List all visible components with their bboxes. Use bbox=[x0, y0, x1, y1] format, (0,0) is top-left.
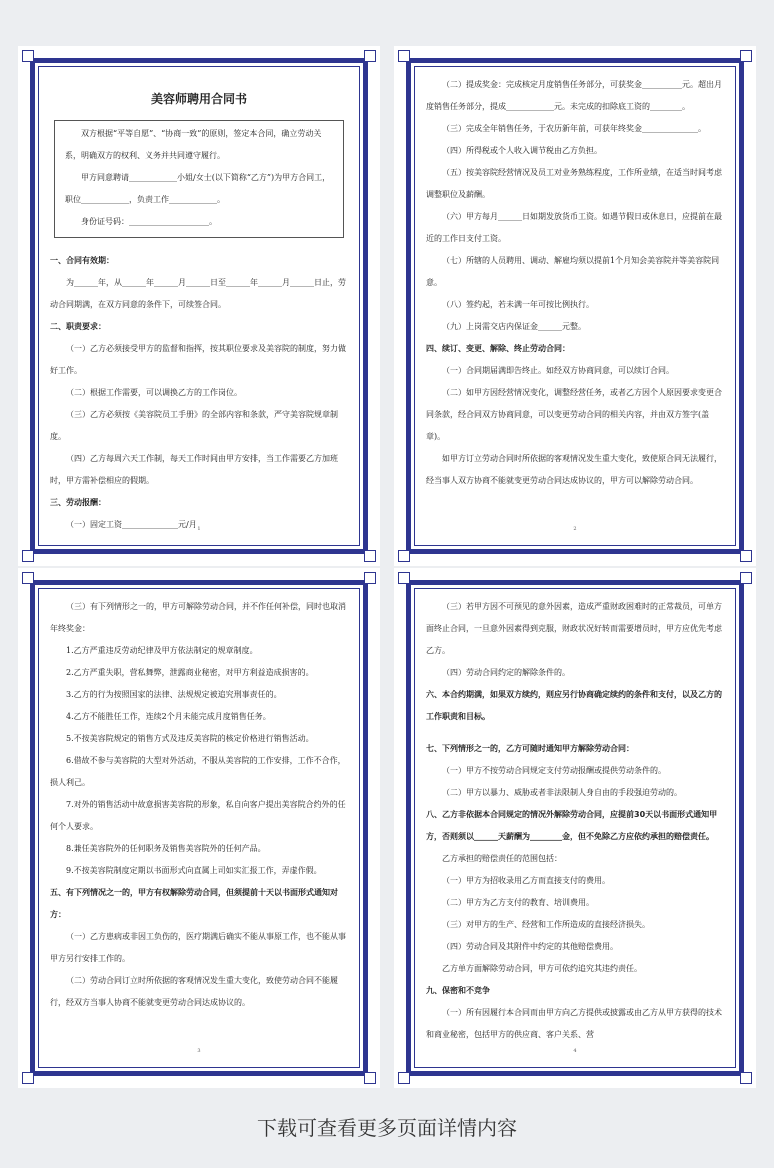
clause-paragraph: 乙方单方面解除劳动合同，甲方可依约追究其违约责任。 bbox=[442, 964, 642, 973]
page-text bbox=[426, 74, 724, 492]
clause-paragraph: 乙方承担的赔偿责任的范围包括： bbox=[442, 854, 562, 863]
border-corner bbox=[364, 50, 376, 62]
clause-paragraph: （一）乙方患病或非因工负伤的，医疗期满后确实不能从事原工作，也不能从事甲方另行安排工作的。 bbox=[50, 932, 346, 963]
border-corner bbox=[22, 1072, 34, 1084]
border-corner bbox=[398, 550, 410, 562]
clause-paragraph: 为______年，从______年______月______日至______年______月______日止，劳动合同期满，在双方同意的条件下，可续签合同。 bbox=[50, 278, 346, 309]
page-number: 3 bbox=[197, 1048, 201, 1054]
page-text bbox=[50, 596, 348, 1014]
page-text bbox=[50, 250, 348, 536]
border-corner bbox=[740, 1072, 752, 1084]
clause-paragraph: 6.借故不参与美容院的大型对外活动，不服从美容院的工作安排，工作不合作，损人利己。 bbox=[50, 756, 346, 787]
clause-paragraph: （四）劳动合同约定的解除条件的。 bbox=[442, 668, 570, 677]
clause-paragraph: （一）所有因履行本合同而由甲方向乙方提供或披露或由乙方从甲方获得的技术和商业秘密，包括甲方的供应商、客户关系、营 bbox=[426, 1008, 722, 1039]
clause-paragraph: （二）劳动合同订立时所依据的客观情况发生重大变化，致使劳动合同不能履行，经双方当事人协商不能就变更劳动合同达成协议的。 bbox=[50, 976, 338, 1007]
section-heading: 一、合同有效期： bbox=[50, 256, 114, 265]
border-corner bbox=[398, 50, 410, 62]
section-heading: 二、职责要求： bbox=[50, 322, 106, 331]
border-corner bbox=[364, 1072, 376, 1084]
clause-paragraph: （三）有下列情形之一的，甲方可解除劳动合同，并不作任何补偿，同时也取消年终奖金： bbox=[50, 602, 346, 633]
section-heading: 五、有下列情况之一的，甲方有权解除劳动合同，但须提前十天以书面形式通知对方： bbox=[50, 888, 338, 919]
clause-paragraph: （四）乙方每周六天工作制，每天工作时间由甲方安排，当工作需要乙方加班时，甲方需补偿相应的假期。 bbox=[50, 454, 338, 485]
clause-paragraph: （五）按美容院经营情况及员工对业务熟练程度，工作所业绩，在适当时间考虑调整职位及薪酬。 bbox=[426, 168, 722, 199]
border-corner bbox=[22, 550, 34, 562]
clause-paragraph: （二）如甲方因经营情况变化，调整经营任务，或者乙方因个人原因要求变更合同条款，经合同双方协商同意，可以变更劳动合同的相关内容，并由双方签字(盖章)。 bbox=[426, 388, 722, 441]
clause-paragraph: （二）根据工作需要，可以调换乙方的工作岗位。 bbox=[66, 388, 242, 397]
contract-page-1 bbox=[18, 46, 380, 566]
border-corner bbox=[740, 550, 752, 562]
clause-paragraph: （一）固定工资______________元/月 bbox=[66, 520, 197, 529]
contract-page-2 bbox=[394, 46, 756, 566]
page-number: 4 bbox=[573, 1048, 577, 1054]
section-heading: 九、保密和不竞争 bbox=[426, 986, 490, 995]
page-number: 1 bbox=[197, 526, 201, 532]
clause-paragraph: （一）乙方必须接受甲方的监督和指挥，按其职位要求及美容院的制度，努力做好工作。 bbox=[50, 344, 346, 375]
intro-paragraph: 双方根据“平等自愿”、“协商一致”的原则，签定本合同，确立劳动关系，明确双方的权利、义务并共同遵守履行。 bbox=[65, 129, 322, 160]
clause-paragraph: 7.对外的销售活动中故意损害美容院的形象，私自向客户提出美容院合约外的任何个人要求。 bbox=[50, 800, 346, 831]
clause-paragraph: 5.不按美容院规定的销售方式及违反美容院的核定价格进行销售活动。 bbox=[66, 734, 314, 743]
section-heading: 六、本合约期满，如果双方续约，则应另行协商确定续约的条件和支付，以及乙方的工作职责和目标。 bbox=[426, 690, 722, 721]
clause-paragraph: （四）所得税或个人收入调节税由乙方负担。 bbox=[442, 146, 602, 155]
section-heading: 三、劳动报酬： bbox=[50, 498, 106, 507]
section-heading: 四、续订、变更、解除、终止劳动合同： bbox=[426, 344, 570, 353]
contract-title: 美容师聘用合同书 bbox=[150, 92, 247, 106]
clause-paragraph: 9.不按美容院制度定期以书面形式向直属上司如实汇报工作，弄虚作假。 bbox=[66, 866, 322, 875]
section-heading: 八、乙方非依据本合同规定的情况外解除劳动合同，应提前30天以书面形式通知甲方，否则须以______天薪酬为________金，但不免除乙方应依约承担的赔偿责任。 bbox=[426, 810, 718, 841]
border-corner bbox=[398, 1072, 410, 1084]
clause-paragraph: （四）劳动合同及其附件中约定的其他赔偿费用。 bbox=[442, 942, 618, 951]
clause-paragraph: （一）甲方不按劳动合同规定支付劳动报酬或提供劳动条件的。 bbox=[442, 766, 666, 775]
clause-paragraph: （九）上岗需交店内保证金______元整。 bbox=[442, 322, 586, 331]
border-corner bbox=[740, 50, 752, 62]
download-more-link[interactable]: 下载可查看更多页面详情内容 bbox=[257, 1116, 517, 1140]
page-text bbox=[426, 596, 724, 1046]
clause-paragraph: （三）乙方必须按《美容院员工手册》的全部内容和条款，严守美容院规章制度。 bbox=[50, 410, 338, 441]
border-corner bbox=[22, 50, 34, 62]
clause-paragraph: （七）所辖的人员聘用、调动、解雇均须以提前1个月知会美容院并等美容院同意。 bbox=[426, 256, 720, 287]
clause-paragraph: （八）签约起，若未满一年可按比例执行。 bbox=[442, 300, 594, 309]
clause-paragraph: 8.兼任美容院外的任何职务及销售美容院外的任何产品。 bbox=[66, 844, 266, 853]
page-number: 2 bbox=[573, 526, 577, 532]
intro-paragraph: 甲方同意聘请____________小姐/女士(以下简称“乙方”)为甲方合同工，职位____________，负责工作____________。 bbox=[65, 173, 331, 204]
clause-paragraph: 3.乙方的行为按照国家的法律、法规规定被追究刑事责任的。 bbox=[66, 690, 282, 699]
clause-paragraph: （三）完成全年销售任务，于农历新年前，可获年终奖金______________。 bbox=[442, 124, 706, 133]
contract-page-4 bbox=[394, 568, 756, 1088]
border-corner bbox=[740, 572, 752, 584]
clause-paragraph: （三）若甲方因不可预见的意外因素，造成严重财政困难时的正常裁员，可单方面终止合同，一旦意外因素得到克服，财政状况好转而需要增员时，甲方应优先考虑乙方。 bbox=[426, 602, 722, 655]
intro-paragraph: 身份证号码：____________________。 bbox=[81, 217, 217, 226]
border-corner bbox=[364, 550, 376, 562]
clause-paragraph: 4.乙方不能胜任工作，连续2个月未能完成月度销售任务。 bbox=[66, 712, 271, 721]
section-heading: 七、下列情形之一的，乙方可随时通知甲方解除劳动合同： bbox=[426, 744, 634, 753]
contract-page-3 bbox=[18, 568, 380, 1088]
clause-paragraph: （六）甲方每月______日如期发放货币工资。如遇节假日或休息日，应提前在最近的工作日支付工资。 bbox=[426, 212, 722, 243]
clause-paragraph: 如甲方订立劳动合同时所依据的客观情况发生重大变化，致使原合同无法履行，经当事人双方协商不能就变更劳动合同达成协议的，甲方可以解除劳动合同。 bbox=[426, 454, 722, 485]
border-corner bbox=[22, 572, 34, 584]
spacer bbox=[426, 728, 724, 738]
border-corner bbox=[398, 572, 410, 584]
clause-paragraph: 2.乙方严重失职，营私舞弊，泄露商业秘密，对甲方利益造成损害的。 bbox=[66, 668, 314, 677]
clause-paragraph: （一）合同期届满即告终止。如经双方协商同意，可以续订合同。 bbox=[442, 366, 674, 375]
clause-paragraph: （二）甲方为乙方支付的教育、培训费用。 bbox=[442, 898, 594, 907]
clause-paragraph: 1.乙方严重违反劳动纪律及甲方依法制定的规章制度。 bbox=[66, 646, 258, 655]
border-corner bbox=[364, 572, 376, 584]
clause-paragraph: （二）甲方以暴力、威胁或者非法限制人身自由的手段强迫劳动的。 bbox=[442, 788, 682, 797]
intro-box bbox=[54, 120, 344, 238]
clause-paragraph: （三）对甲方的生产、经营和工作所造成的直接经济损失。 bbox=[442, 920, 650, 929]
clause-paragraph: （二）提成奖金：完成核定月度销售任务部分，可获奖金__________元。超出月度销售任务部分，提成____________元。未完成的扣除底工资的________。 bbox=[426, 80, 722, 111]
clause-paragraph: （一）甲方为招收录用乙方而直接支付的费用。 bbox=[442, 876, 610, 885]
